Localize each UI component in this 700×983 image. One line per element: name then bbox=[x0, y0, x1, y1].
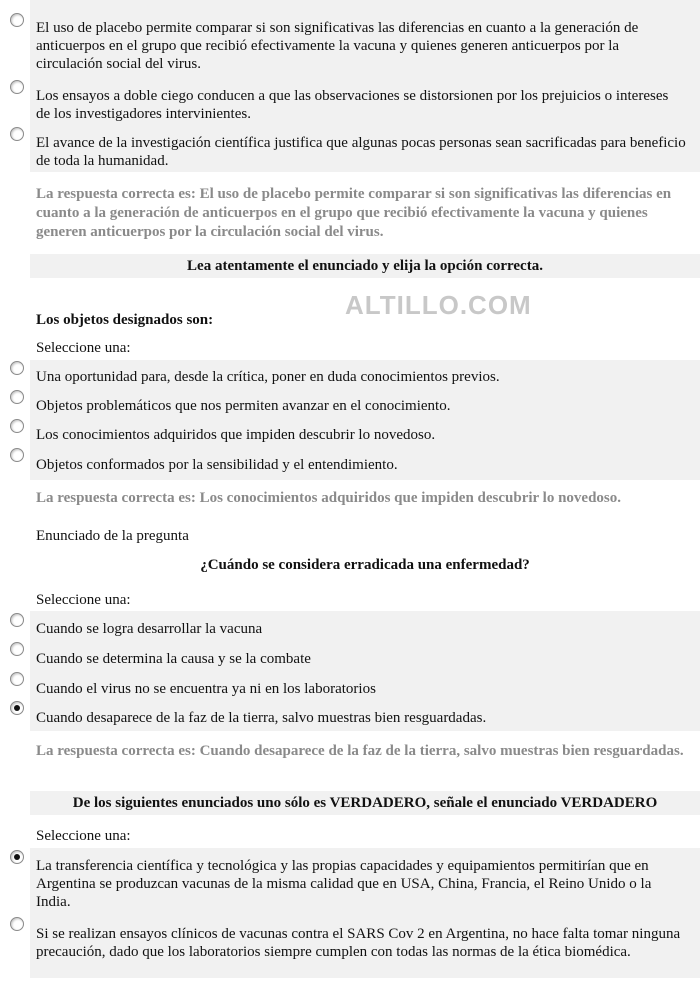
radio-option-3[interactable] bbox=[10, 672, 24, 686]
radio-option-3[interactable] bbox=[10, 419, 24, 433]
correct-answer-feedback: La respuesta correcta es: El uso de placebo permite comparar si son significativas las diferencias en cuanto a la generación de anticuerpos en el grupo que recibió efectivamente la vacuna y quienes generen anticuerpos por la circulación social del virus. bbox=[36, 186, 672, 240]
option-text: Los ensayos a doble ciego conducen a que las observaciones se distorsionen por los prejuicios o intereses de los investigadores intervinientes. bbox=[36, 88, 669, 122]
radio-option-3[interactable] bbox=[10, 127, 24, 141]
radio-option-4-selected[interactable] bbox=[10, 701, 24, 715]
option-text: Cuando se determina la causa y se la combate bbox=[36, 651, 311, 667]
option-text: Una oportunidad para, desde la crítica, poner en duda conocimientos previos. bbox=[36, 369, 500, 385]
question-label: Enunciado de la pregunta bbox=[36, 528, 189, 544]
option-text: Objetos conformados por la sensibilidad y el entendimiento. bbox=[36, 457, 398, 473]
radio-option-1-selected[interactable] bbox=[10, 850, 24, 864]
option-text: El uso de placebo permite comparar si son significativas las diferencias en cuanto a la generación de anticuerpos en el grupo que recibió efectivamente la vacuna y quienes generen anticuerpos por la circulación social del virus. bbox=[36, 20, 639, 72]
question-text: ¿Cuándo se considera erradicada una enfermedad? bbox=[200, 557, 530, 573]
radio-option-2[interactable] bbox=[10, 642, 24, 656]
select-label: Seleccione una: bbox=[36, 592, 131, 608]
option-text: Si se realizan ensayos clínicos de vacunas contra el SARS Cov 2 en Argentina, no hace falta tomar ninguna precaución, dado que los laboratorios siempre cumplen con todas las normas de la ética biomédica. bbox=[36, 926, 681, 960]
radio-option-2[interactable] bbox=[10, 80, 24, 94]
option-text: Cuando desaparece de la faz de la tierra, salvo muestras bien resguardadas. bbox=[36, 710, 487, 726]
correct-answer-feedback: La respuesta correcta es: Cuando desaparece de la faz de la tierra, salvo muestras bien resguardadas. bbox=[36, 743, 684, 759]
option-text: Cuando se logra desarrollar la vacuna bbox=[36, 621, 263, 637]
watermark-logo: ALTILLO.COM bbox=[345, 290, 532, 320]
correct-answer-feedback: La respuesta correcta es: Los conocimientos adquiridos que impiden descubrir lo novedoso. bbox=[36, 490, 622, 506]
option-text: La transferencia científica y tecnológica y las propias capacidades y equipamientos permitirían que en Argentina se produzcan vacunas de la misma calidad que en USA, China, Francia, el Reino Unido o la India. bbox=[36, 858, 652, 910]
question-prompt: Los objetos designados son: bbox=[36, 312, 214, 328]
select-label: Seleccione una: bbox=[36, 828, 131, 844]
radio-option-2[interactable] bbox=[10, 390, 24, 404]
option-text: Los conocimientos adquiridos que impiden descubrir lo novedoso. bbox=[36, 427, 436, 443]
question-instruction: Lea atentamente el enunciado y elija la opción correcta. bbox=[187, 258, 543, 274]
option-text: Cuando el virus no se encuentra ya ni en los laboratorios bbox=[36, 681, 376, 697]
option-text: El avance de la investigación científica justifica que algunas pocas personas sean sacrificadas para beneficio de toda la humanidad. bbox=[36, 135, 686, 169]
radio-option-2[interactable] bbox=[10, 917, 24, 931]
select-label: Seleccione una: bbox=[36, 340, 131, 356]
radio-option-1[interactable] bbox=[10, 361, 24, 375]
radio-option-1[interactable] bbox=[10, 613, 24, 627]
radio-option-1[interactable] bbox=[10, 13, 24, 27]
question-text: De los siguientes enunciados uno sólo es VERDADERO, señale el enunciado VERDADERO bbox=[72, 795, 658, 811]
option-text: Objetos problemáticos que nos permiten avanzar en el conocimiento. bbox=[36, 398, 451, 414]
radio-option-4[interactable] bbox=[10, 448, 24, 462]
